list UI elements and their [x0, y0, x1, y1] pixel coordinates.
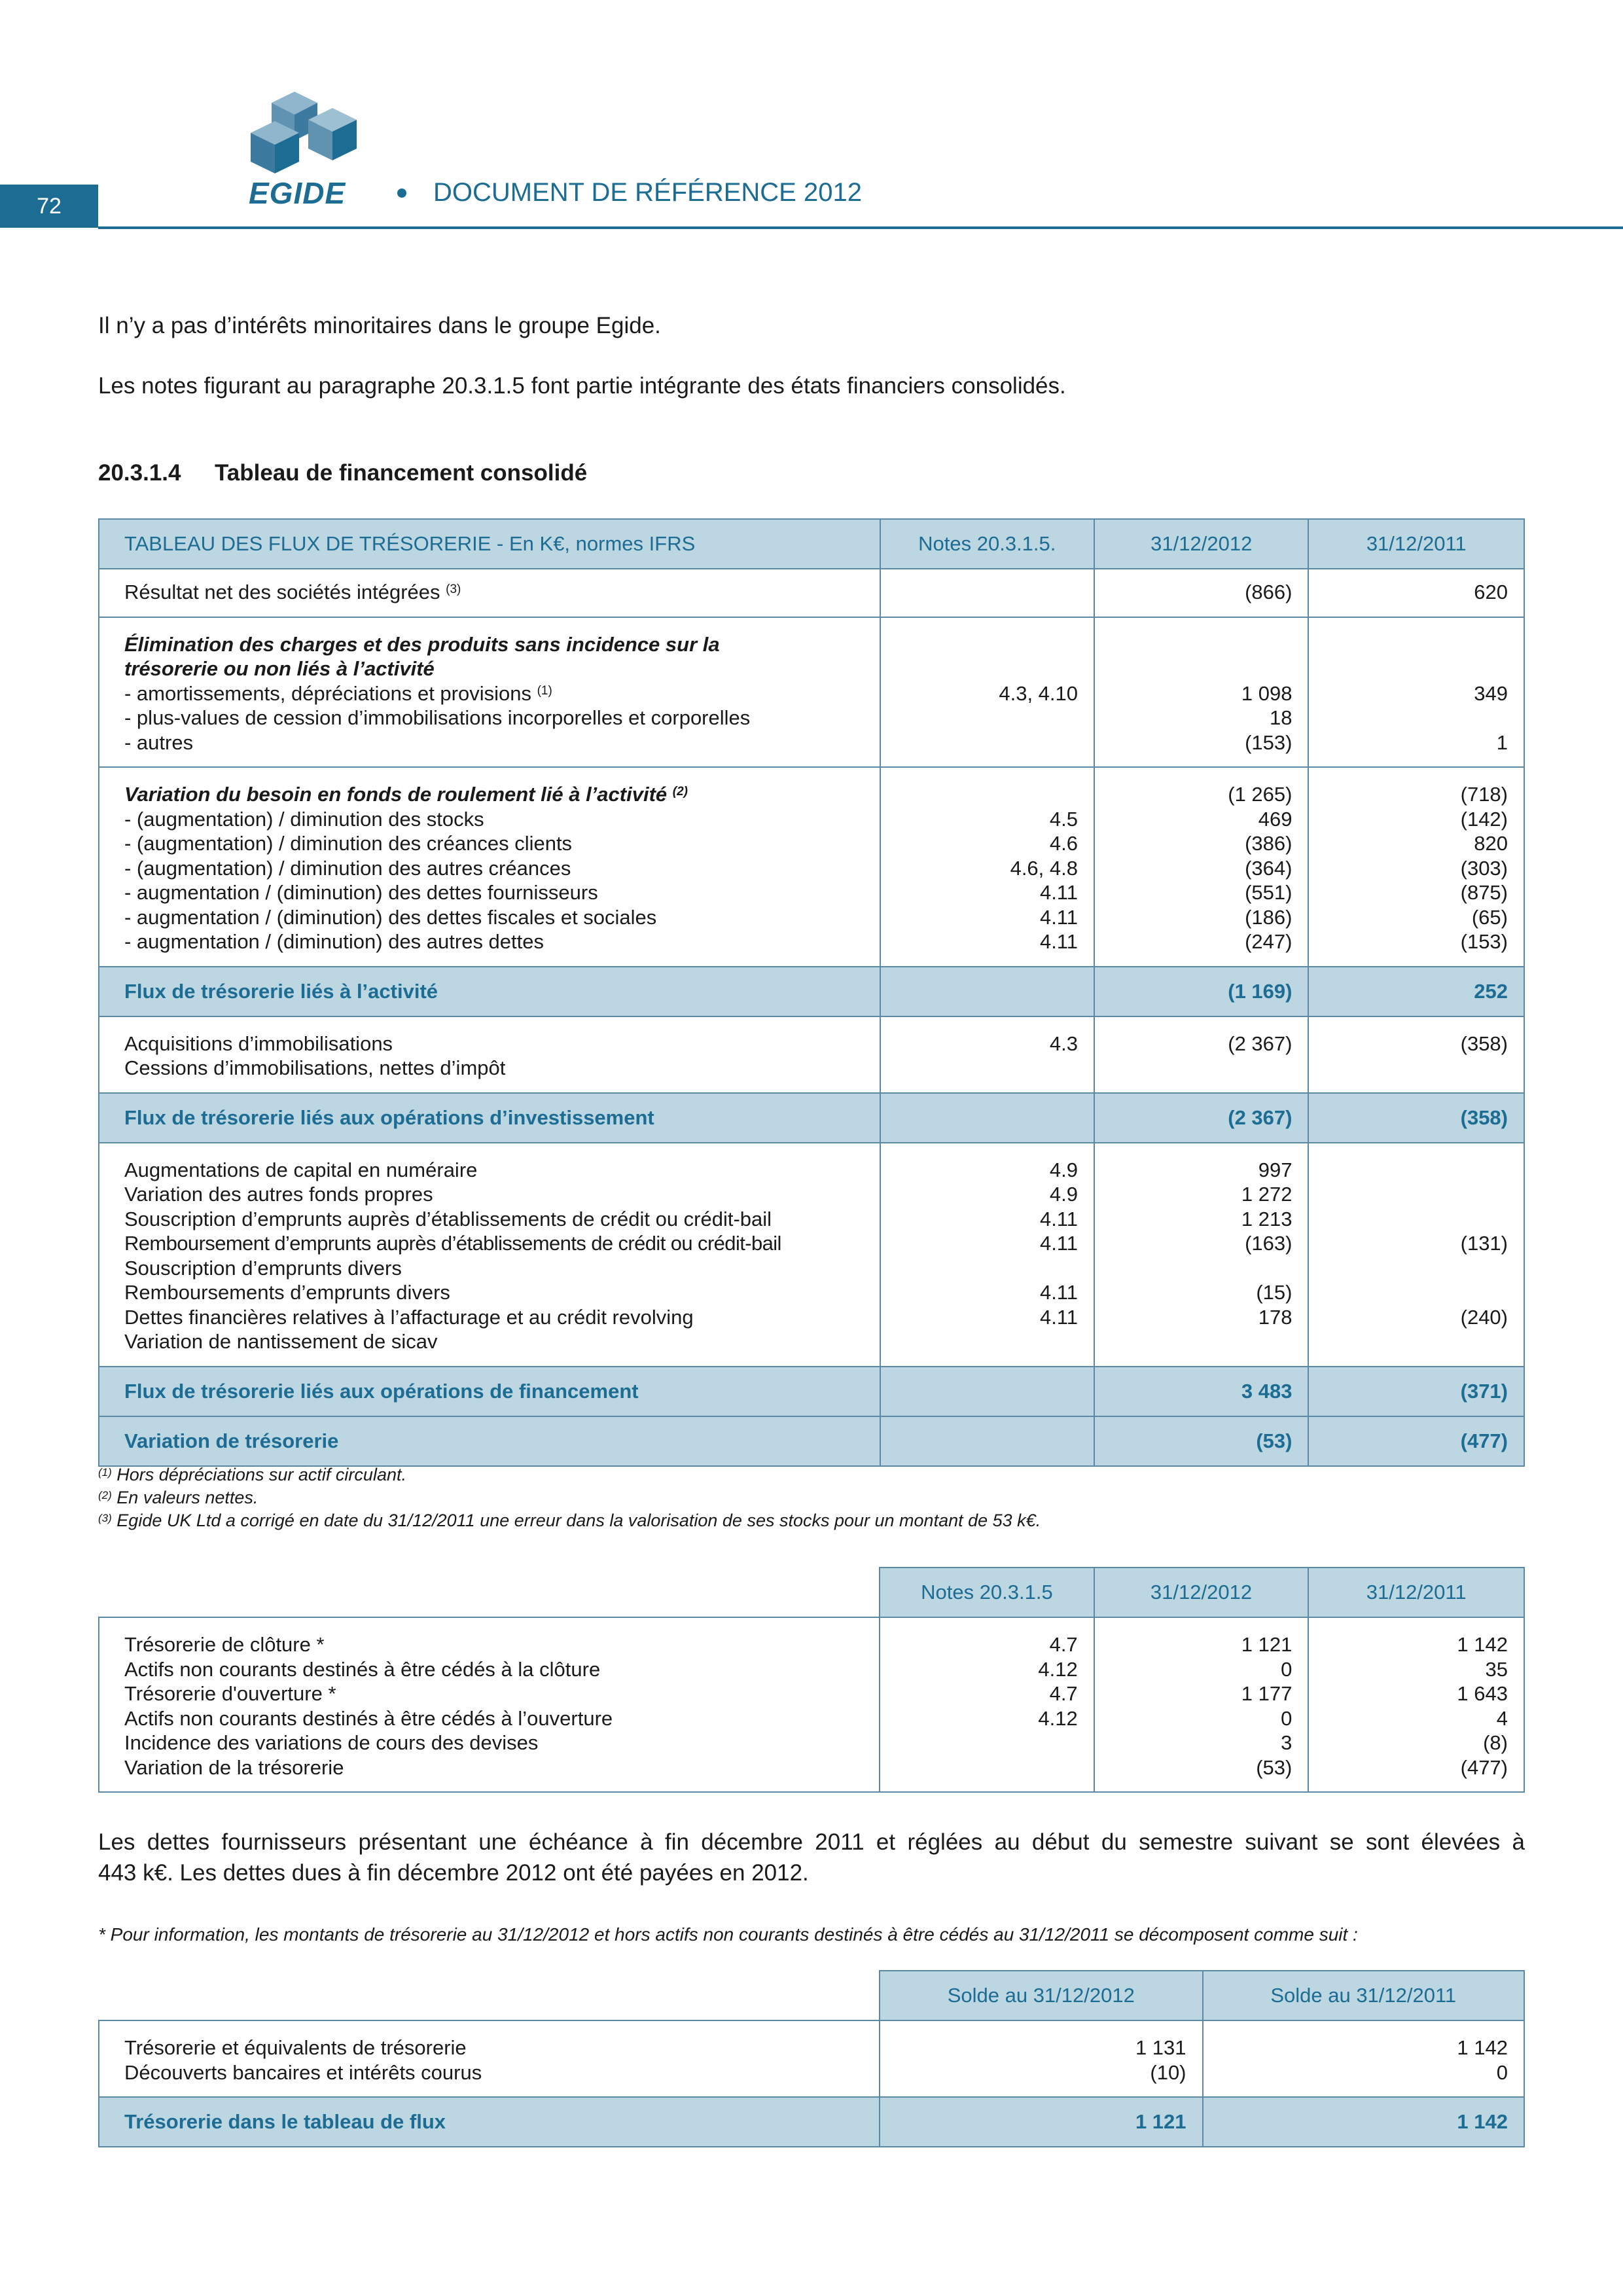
header-bullet [397, 188, 406, 198]
table-row-investissement [99, 1016, 1524, 1093]
row-notes: 4.7 [1049, 1633, 1078, 1656]
section-title [98, 460, 587, 486]
table-header-row [99, 1568, 1524, 1617]
row-label: - augmentation / (diminution) des autres dettes [124, 930, 544, 953]
row-notes [882, 730, 1078, 755]
row-notes: 4.12 [1038, 1657, 1078, 1681]
row-value-2011: (718) [1460, 783, 1508, 806]
row-value-2012: 1 098 [1241, 681, 1293, 705]
row-value-2012: (2 367) [1228, 1031, 1293, 1055]
treasury-reconciliation-table [98, 1567, 1525, 1793]
column-header-2012: Solde au 31/12/2012 [880, 1971, 1202, 2020]
total-value-2011: (358) [1308, 1093, 1524, 1143]
row-value-2011: (875) [1460, 881, 1508, 904]
table-row-financement [99, 1143, 1524, 1367]
row-notes: 4.11 [1039, 905, 1078, 929]
row-label: - (augmentation) / diminution des stocks [124, 807, 484, 831]
group-title: Élimination des charges et des produits sans incidence sur la [124, 632, 720, 656]
row-label: - plus-values de cession d’immobilisations incorporelles et corporelles [124, 706, 751, 729]
egide-logo-text: EGIDE [249, 176, 346, 210]
row-label: Variation de la trésorerie [124, 1755, 344, 1779]
row-value-2012: 3 [1281, 1731, 1293, 1754]
row-label: Trésorerie et équivalents de trésorerie [124, 2036, 467, 2059]
footnote-marker: (2) [98, 1489, 112, 1501]
total-value-2012: (1 169) [1094, 967, 1308, 1016]
total-label: Flux de trésorerie liés aux opérations d’investissement [99, 1093, 880, 1143]
row-value-2012 [1096, 1329, 1292, 1354]
row-label: - amortissements, dépréciations et provisions [124, 681, 531, 705]
row-label: - augmentation / (diminution) des dettes fournisseurs [124, 881, 598, 904]
total-value-2011: 1 142 [1203, 2097, 1524, 2147]
row-value-2012 [1096, 1256, 1292, 1281]
note-star: * Pour information, les montants de trésorerie au 31/12/2012 et hors actifs non courants destinés à être cédés au 31/12/2011 se décomposent comme suit : [98, 1924, 1358, 1945]
row-value-2012: 997 [1258, 1158, 1293, 1181]
total-value-2012: (53) [1094, 1416, 1308, 1466]
row-notes [882, 1056, 1078, 1081]
row-value-2011 [1310, 1158, 1508, 1183]
row-label: Souscription d’emprunts divers [124, 1256, 402, 1280]
column-header-2012: 31/12/2012 [1094, 1568, 1309, 1617]
row-label: Variation de nantissement de sicav [124, 1330, 438, 1353]
treasury-breakdown-table [98, 1970, 1525, 2147]
row-value-2011: (153) [1460, 930, 1508, 953]
row-label: Augmentations de capital en numéraire [124, 1158, 478, 1181]
row-notes: 4.11 [1039, 1207, 1078, 1230]
document-title: DOCUMENT DE RÉFÉRENCE 2012 [433, 178, 862, 207]
column-header-2011: Solde au 31/12/2011 [1203, 1971, 1524, 2020]
row-value-2011 [1310, 1207, 1508, 1232]
row-label: Trésorerie de clôture * [124, 1633, 325, 1656]
table-row-resultat [99, 569, 1524, 617]
row-label: Dettes financières relatives à l’affacturage et au crédit revolving [124, 1305, 694, 1329]
table-row [99, 1617, 1524, 1792]
row-value-2011 [1310, 1056, 1508, 1081]
page-number: 72 [0, 185, 98, 228]
group-title: Variation du besoin en fonds de roulement lié à l’activité [124, 783, 668, 806]
header-rule [98, 226, 1623, 229]
total-label: Flux de trésorerie liés à l’activité [99, 967, 880, 1016]
total-value-2012: (2 367) [1094, 1093, 1308, 1143]
row-value-2012: (163) [1245, 1232, 1293, 1255]
row-value-2012: (153) [1245, 730, 1293, 754]
row-value-2011: (358) [1460, 1031, 1508, 1055]
table-row-elimination [99, 617, 1524, 768]
row-value-2012: (364) [1245, 856, 1293, 880]
row-value-2011: 349 [1474, 681, 1508, 705]
row-value-2011: 1 643 [1457, 1682, 1508, 1705]
row-label: Trésorerie d'ouverture * [124, 1682, 336, 1705]
row-notes: 4.3 [1049, 1031, 1078, 1055]
row-value-2011: 35 [1485, 1657, 1508, 1681]
row-value-2012: (53) [1256, 1755, 1293, 1779]
row-value-2012 [1096, 1056, 1292, 1081]
row-value-2012: (247) [1245, 930, 1293, 953]
total-row-activite [99, 967, 1524, 1016]
row-notes: 4.7 [1049, 1682, 1078, 1705]
paragraph-dettes-line2: 443 k€. Les dettes dues à fin décembre 2012 ont été payées en 2012. [98, 1860, 809, 1886]
row-value-2011: 0 [1496, 2060, 1508, 2084]
row-label: Remboursements d’emprunts divers [124, 1281, 450, 1304]
row-value-2011: (8) [1483, 1731, 1508, 1754]
row-value-2011 [1310, 1256, 1508, 1281]
cash-flow-table [98, 518, 1525, 1467]
row-notes [882, 706, 1078, 730]
row-label: Souscription d’emprunts auprès d’établissements de crédit ou crédit-bail [124, 1207, 772, 1230]
row-label: Variation des autres fonds propres [124, 1183, 433, 1206]
total-label: Flux de trésorerie liés aux opérations de financement [99, 1367, 880, 1416]
row-label: - autres [124, 730, 194, 754]
row-label: Découverts bancaires et intérêts courus [124, 2060, 482, 2084]
row-label: Incidence des variations de cours des devises [124, 1731, 539, 1754]
row-notes: 4.6 [1049, 832, 1078, 855]
row-value-2012: (15) [1256, 1281, 1293, 1304]
row-value-2012: 1 177 [1241, 1682, 1293, 1705]
row-value-2012: 1 213 [1241, 1207, 1293, 1230]
row-notes: 4.11 [1039, 1305, 1078, 1329]
column-header-2011: 31/12/2011 [1308, 1568, 1524, 1617]
total-row-variation [99, 1416, 1524, 1466]
row-value-2011 [1310, 1280, 1508, 1305]
row-notes: 4.5 [1049, 807, 1078, 831]
row-value-2012: 0 [1281, 1657, 1293, 1681]
row-value-2012: (1 265) [1228, 783, 1293, 806]
row-notes: 4.11 [1039, 930, 1078, 953]
row-notes [880, 569, 1094, 617]
row-value-2011: (240) [1460, 1305, 1508, 1329]
total-label: Trésorerie dans le tableau de flux [99, 2097, 880, 2147]
footnote-marker: (1) [98, 1466, 112, 1479]
total-label: Variation de trésorerie [99, 1416, 880, 1466]
row-notes: 4.11 [1039, 881, 1078, 904]
row-value-2011: 4 [1496, 1706, 1508, 1730]
row-label: Actifs non courants destinés à être cédés à la clôture [124, 1657, 601, 1681]
row-value-2012: (186) [1245, 905, 1293, 929]
row-value-2011: (131) [1460, 1232, 1508, 1255]
total-value-2012: 1 121 [880, 2097, 1202, 2147]
row-notes: 4.9 [1049, 1158, 1078, 1181]
row-value-2011 [1310, 1329, 1508, 1354]
row-value-2011: 1 [1496, 730, 1508, 754]
row-notes [881, 1731, 1078, 1755]
row-label: - (augmentation) / diminution des autres créances [124, 856, 571, 880]
row-notes: 4.12 [1038, 1706, 1078, 1730]
footnote-ref: (2) [672, 785, 688, 798]
row-label: Actifs non courants destinés à être cédés à l’ouverture [124, 1706, 613, 1730]
column-header-notes: Notes 20.3.1.5. [880, 519, 1094, 569]
row-value-2011: 1 142 [1457, 2036, 1508, 2059]
row-notes: 4.9 [1049, 1183, 1078, 1206]
row-value-2012: 1 272 [1241, 1183, 1293, 1206]
row-value-2012: (866) [1094, 569, 1308, 617]
row-value-2012: 1 131 [1135, 2036, 1186, 2059]
row-value-2011: (142) [1460, 807, 1508, 831]
row-value-2012: 1 121 [1241, 1633, 1293, 1656]
row-value-2012: (10) [1150, 2060, 1186, 2084]
row-value-2012: 0 [1281, 1706, 1293, 1730]
total-row-investissement [99, 1093, 1524, 1143]
intro-paragraph-2: Les notes figurant au paragraphe 20.3.1.5 font partie intégrante des états financiers consolidés. [98, 373, 1066, 399]
row-value-2011: (303) [1460, 856, 1508, 880]
row-notes: 4.11 [1039, 1281, 1078, 1304]
row-label: Résultat net des sociétés intégrées [124, 581, 440, 603]
row-notes: 4.11 [1039, 1232, 1078, 1255]
footnote-text: En valeurs nettes. [116, 1488, 259, 1507]
total-value-2012: 3 483 [1094, 1367, 1308, 1416]
row-value-2012: (386) [1245, 832, 1293, 855]
column-header-label: TABLEAU DES FLUX DE TRÉSORERIE - En K€, normes IFRS [99, 519, 880, 569]
total-row-tresorerie [99, 2097, 1524, 2147]
row-notes: 4.3, 4.10 [999, 681, 1078, 705]
footnote-text: Egide UK Ltd a corrigé en date du 31/12/2011 une erreur dans la valorisation de ses stocks pour un montant de 53 k€. [116, 1511, 1041, 1530]
footnotes [98, 1463, 1041, 1532]
row-notes [882, 1256, 1078, 1281]
paragraph-dettes-line1: Les dettes fournisseurs présentant une échéance à fin décembre 2011 et réglées au début du semestre suivant se sont élevées à [98, 1829, 1525, 1855]
total-value-2011: 252 [1308, 967, 1524, 1016]
table-header-row [99, 519, 1524, 569]
row-value-2011: 820 [1474, 832, 1508, 855]
row-label: - (augmentation) / diminution des créances clients [124, 832, 573, 855]
total-value-2011: (371) [1308, 1367, 1524, 1416]
footnote [98, 1486, 1041, 1509]
section-heading: Tableau de financement consolidé [215, 460, 588, 486]
row-value-2011 [1310, 706, 1508, 730]
footnote [98, 1509, 1041, 1532]
total-value-2011: (477) [1308, 1416, 1524, 1466]
row-label: - augmentation / (diminution) des dettes fiscales et sociales [124, 905, 657, 929]
intro-paragraph-1: Il n’y a pas d’intérêts minoritaires dans le groupe Egide. [98, 313, 661, 338]
group-title: trésorerie ou non liés à l’activité [124, 657, 435, 680]
row-label: Remboursement d’emprunts auprès d’établissements de crédit ou crédit-bail [124, 1232, 781, 1255]
section-number: 20.3.1.4 [98, 460, 181, 486]
row-value-2011: (477) [1460, 1755, 1508, 1779]
row-value-2011 [1310, 1182, 1508, 1207]
row-value-2012: 469 [1258, 807, 1293, 831]
row-notes [881, 1755, 1078, 1780]
footnote-marker: (3) [98, 1512, 112, 1524]
column-header-notes: Notes 20.3.1.5 [880, 1568, 1094, 1617]
row-label: Acquisitions d’immobilisations [124, 1031, 393, 1055]
row-notes [882, 1329, 1078, 1354]
footnote-text: Hors dépréciations sur actif circulant. [116, 1465, 406, 1484]
row-notes: 4.6, 4.8 [1010, 856, 1078, 880]
footnote-ref: (3) [446, 583, 461, 596]
footnote [98, 1463, 1041, 1486]
row-value-2011: 1 142 [1457, 1633, 1508, 1656]
row-value-2012: (551) [1245, 881, 1293, 904]
total-row-financement [99, 1367, 1524, 1416]
table-row-bfr [99, 767, 1524, 967]
column-header-2012: 31/12/2012 [1094, 519, 1308, 569]
column-header-2011: 31/12/2011 [1308, 519, 1524, 569]
footnote-ref: (1) [537, 683, 552, 698]
row-value-2011: 620 [1308, 569, 1524, 617]
table-header-row [99, 1971, 1524, 2020]
row-value-2011: (65) [1471, 905, 1508, 929]
row-value-2012: 178 [1258, 1305, 1293, 1329]
table-row [99, 2020, 1524, 2097]
row-label: Cessions d’immobilisations, nettes d’impôt [124, 1056, 506, 1079]
row-value-2012: 18 [1270, 706, 1293, 729]
